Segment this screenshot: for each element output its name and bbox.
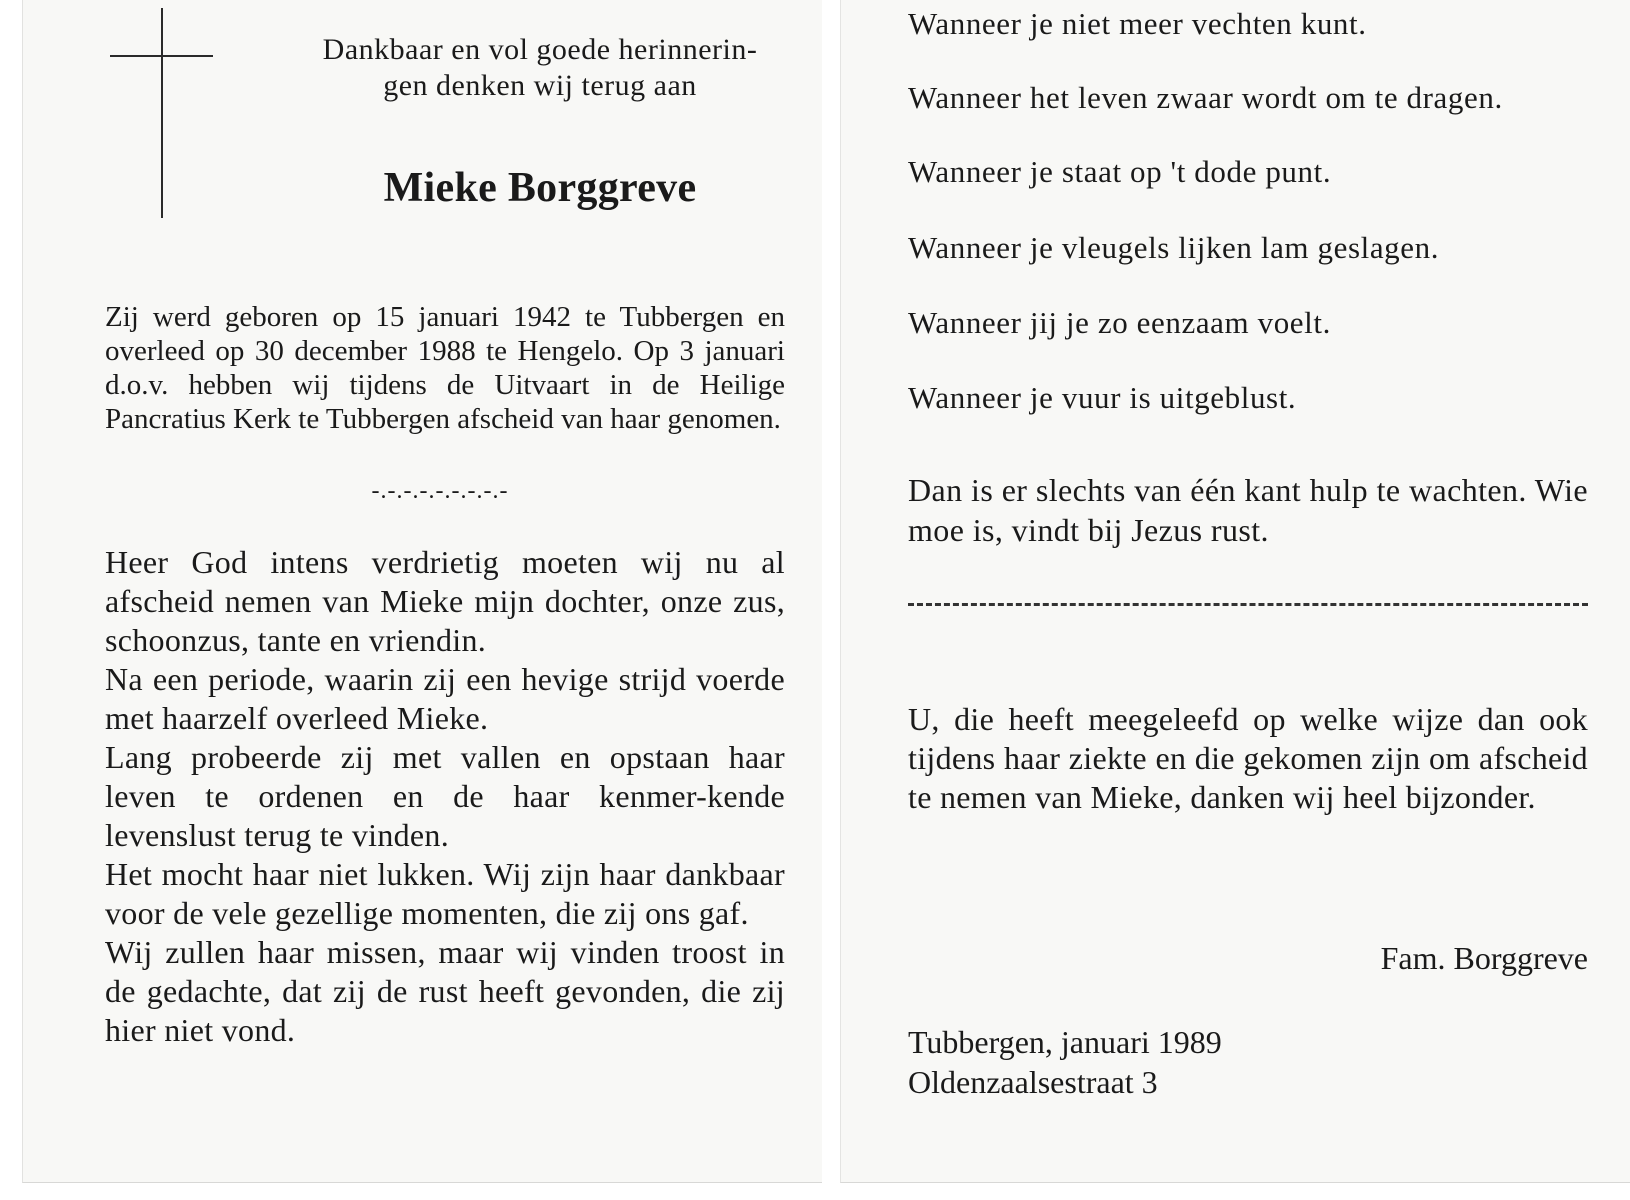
poem-line: Wanneer jij je zo eenzaam voelt. [908,305,1331,340]
street-address: Oldenzaalsestraat 3 [908,1064,1158,1100]
thanks-paragraph: U, die heeft meegeleefd op welke wijze dan ook tijdens haar ziekte en die gekomen zijn om afscheid te nemen van Mieke, danken wij heel bijzonder. [908,701,1588,815]
eulogy-paragraph: Na een periode, waarin zij een hevige strijd voerde met haarzelf overleed Mieke. [105,661,785,736]
eulogy-text [105,543,785,1050]
dashed-divider [908,603,1588,606]
deceased-name: Mieke Borggreve [383,165,697,211]
poem-line: Wanneer je vleugels lijken lam geslagen. [908,230,1440,265]
poem-line: Wanneer het leven zwaar wordt om te dragen. [908,80,1503,115]
dotted-separator: -.-.-.-.-.-.-.-.- [371,478,509,504]
place-date: Tubbergen, januari 1989 [908,1024,1222,1060]
eulogy-paragraph: Het mocht haar niet lukken. Wij zijn haar dankbaar voor de vele gezellige momenten, die zij ons gaf. [105,856,785,931]
cross-icon-vertical [161,8,163,218]
intro-text [270,32,810,104]
eulogy-paragraph: Heer God intens verdrietig moeten wij nu al afscheid nemen van Mieke mijn dochter, onze zus, schoonzus, tante en vriendin. [105,544,785,658]
intro-line-1: Dankbaar en vol goede herinnerin- [322,33,758,66]
poem-closing: Dan is er slechts van één kant hulp te wachten. Wie moe is, vindt bij Jezus rust. [908,472,1588,548]
address-block [908,1022,1408,1102]
poem-line: Wanneer je staat op 't dode punt. [908,154,1332,189]
cross-icon-horizontal [110,55,213,57]
family-signature: Fam. Borggreve [1380,940,1588,976]
bio-paragraph: Zij werd geboren op 15 januari 1942 te Tubbergen en overleed op 30 december 1988 te Hengelo. Op 3 januari d.o.v. hebben wij tijdens de Uitvaart in de Heilige Pancratius Kerk te Tubbergen afscheid van haar genomen. [105,301,785,435]
eulogy-paragraph: Wij zullen haar missen, maar wij vinden troost in de gedachte, dat zij de rust heeft gevonden, die zij hier niet vond. [105,934,785,1048]
poem-line: Wanneer je niet meer vechten kunt. [908,6,1367,41]
eulogy-paragraph: Lang probeerde zij met vallen en opstaan haar leven te ordenen en de haar kenmer-kende levenslust terug te vinden. [105,739,785,853]
intro-line-2: gen denken wij terug aan [383,69,697,102]
poem-line: Wanneer je vuur is uitgeblust. [908,380,1297,415]
